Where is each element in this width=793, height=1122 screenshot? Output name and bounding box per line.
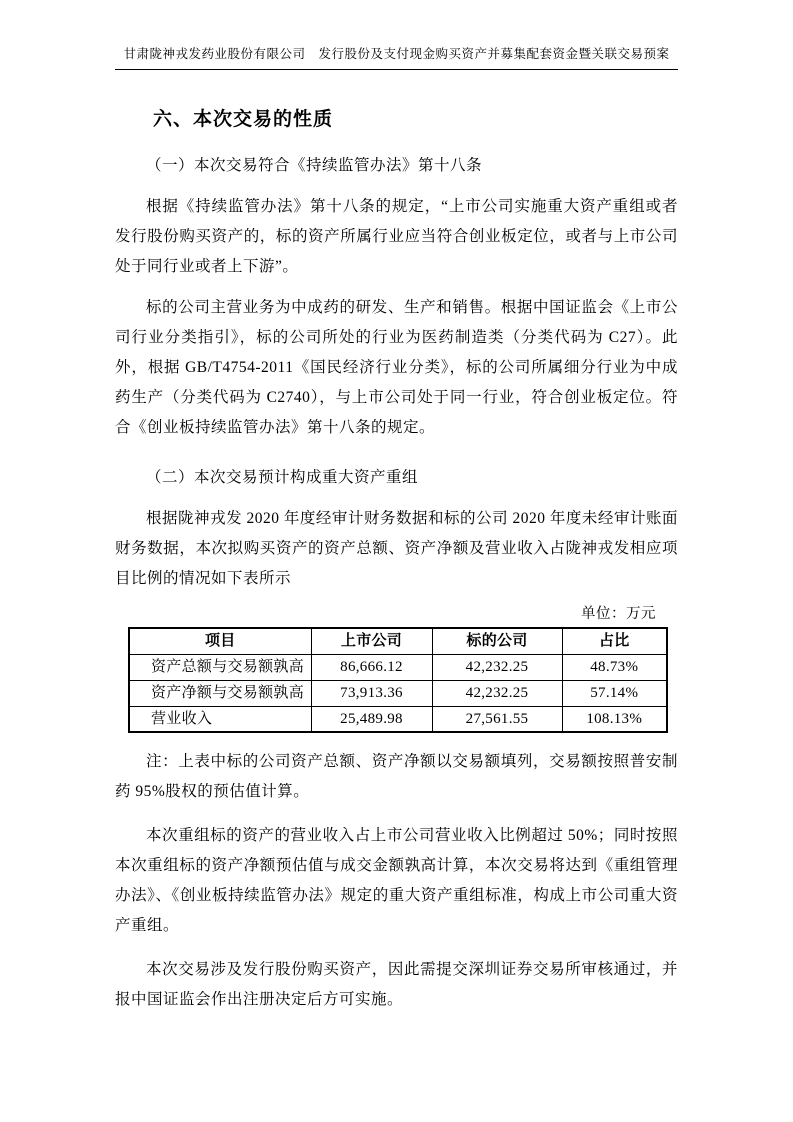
table-note: 注：上表中标的公司资产总额、资产净额以交易额填列，交易额按照普安制药 95%股权的预估值计算。	[115, 753, 678, 800]
table-cell-item: 营业收入	[129, 706, 311, 732]
paragraph-regulation-quote: 根据《持续监管办法》第十八条的规定，“上市公司实施重大资产重组或者发行股份购买资产的，标的资产所属行业应当符合创业板定位，或者与上市公司处于同行业或者上下游”。	[115, 198, 678, 275]
table-header-item: 项目	[129, 628, 311, 654]
table-cell-ratio: 48.73%	[562, 654, 667, 680]
table-row-total-assets	[129, 654, 667, 680]
document-header	[115, 44, 678, 70]
paragraph-industry-classification: 标的公司主营业务为中成药的研发、生产和销售。根据中国证监会《上市公司行业分类指引》，标的公司所处的行业为医药制造类（分类代码为 C27）。此外，根据 GB/T4754-2011《国民经济行业分类》，标的公司所属细分行业为中成药生产（分类代码为 C2740），与上市公司处于同一行业，符合创业板定位。符合《创业板持续监管办法》第十八条的规定。	[115, 299, 678, 436]
table-cell-target-value: 42,232.25	[432, 680, 562, 706]
table-cell-item: 资产净额与交易额孰高	[129, 680, 311, 706]
table-header-target-company: 标的公司	[432, 628, 562, 654]
table-cell-listed-value: 25,489.98	[311, 706, 432, 732]
paragraph-approval-requirement: 本次交易涉及发行股份购买资产，因此需提交深圳证券交易所审核通过，并报中国证监会作出注册决定后方可实施。	[115, 961, 678, 1008]
table-cell-ratio: 57.14%	[562, 680, 667, 706]
section-heading-1: （一）本次交易符合《持续监管办法》第十八条	[146, 157, 483, 174]
section-heading-2: （二）本次交易预计构成重大资产重组	[146, 469, 419, 486]
table-cell-target-value: 27,561.55	[432, 706, 562, 732]
table-cell-listed-value: 73,913.36	[311, 680, 432, 706]
table-header-row	[129, 628, 667, 654]
table-unit-label: 单位：万元	[581, 606, 656, 622]
table-row-revenue	[129, 706, 667, 732]
table-cell-listed-value: 86,666.12	[311, 654, 432, 680]
page-title: 六、本次交易的性质	[153, 109, 334, 130]
paragraph-table-intro: 根据陇神戎发 2020 年度经审计财务数据和标的公司 2020 年度未经审计账面财务数据，本次拟购买资产的资产总额、资产净额及营业收入占陇神戎发相应项目比例的情况如下表所示	[115, 510, 678, 587]
table-cell-target-value: 42,232.25	[432, 654, 562, 680]
financial-comparison-table	[128, 627, 668, 733]
table-cell-ratio: 108.13%	[562, 706, 667, 732]
table-cell-item: 资产总额与交易额孰高	[129, 654, 311, 680]
table-header-ratio: 占比	[562, 628, 667, 654]
paragraph-major-restructuring: 本次重组标的资产的营业收入占上市公司营业收入比例超过 50%；同时按照本次重组标的资产净额预估值与成交金额孰高计算，本次交易将达到《重组管理办法》、《创业板持续监管办法》规定的重大资产重组标准，构成上市公司重大资产重组。	[115, 827, 678, 934]
table-header-listed-company: 上市公司	[311, 628, 432, 654]
table-row-net-assets	[129, 680, 667, 706]
document-header-text: 甘肃陇神戎发药业股份有限公司 发行股份及支付现金购买资产并募集配套资金暨关联交易预案	[123, 47, 670, 61]
